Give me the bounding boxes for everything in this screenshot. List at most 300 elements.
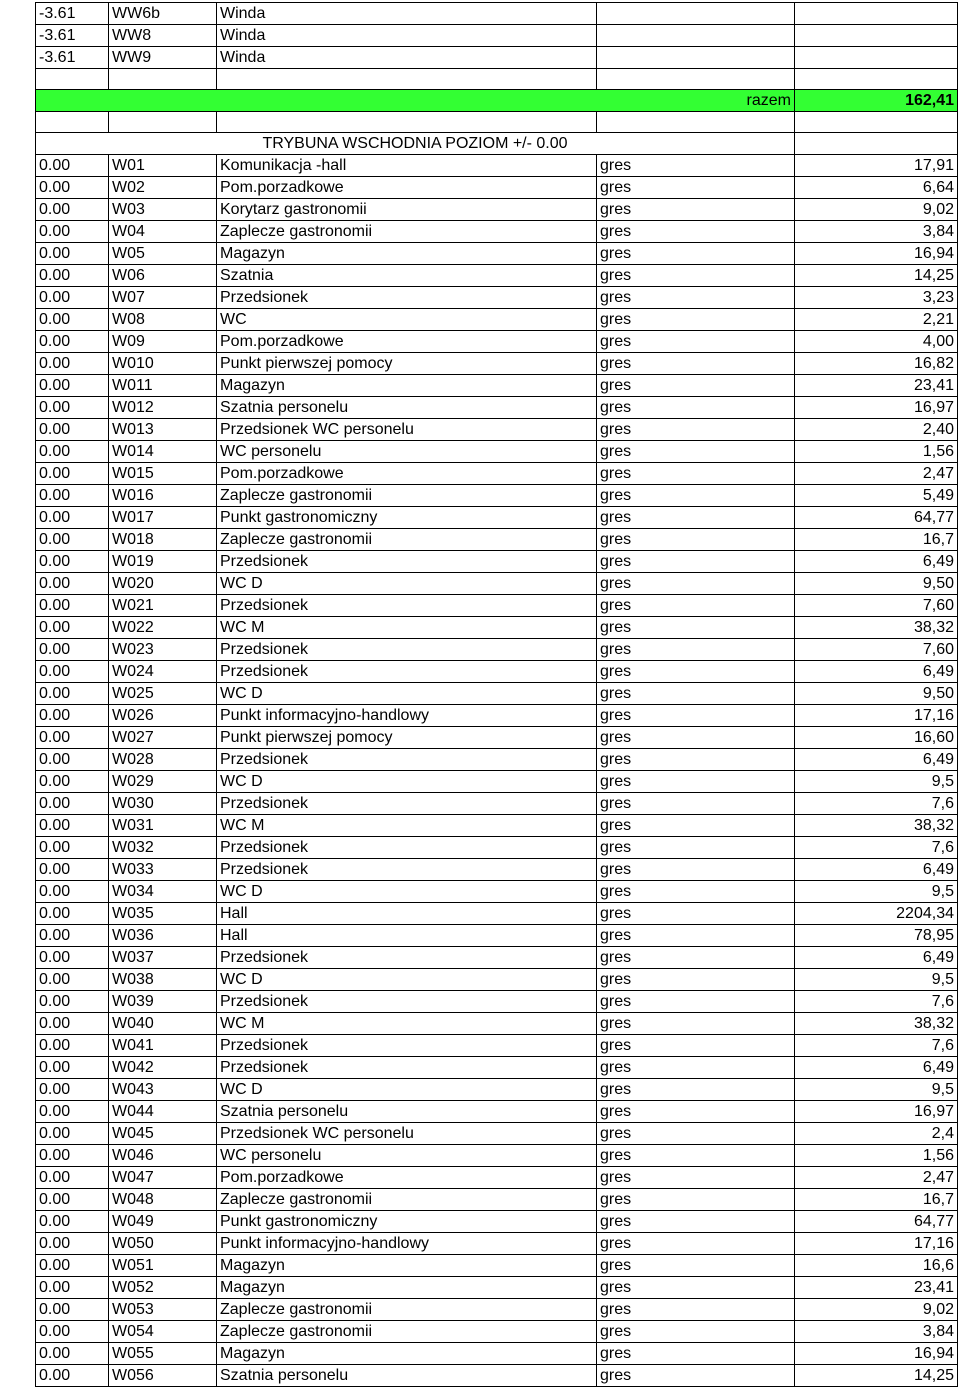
material-cell: gres: [597, 639, 795, 661]
room-name-cell: Przedsionek: [217, 991, 597, 1013]
code-cell: W017: [109, 507, 217, 529]
empty-cell: [795, 69, 958, 90]
area-cell: 16,6: [795, 1255, 958, 1277]
level-cell: 0.00: [36, 221, 109, 243]
area-cell: 2204,34: [795, 903, 958, 925]
table-row: [36, 25, 958, 47]
room-name-cell: Zaplecze gastronomii: [217, 221, 597, 243]
code-cell: W034: [109, 881, 217, 903]
area-cell: 16,94: [795, 243, 958, 265]
area-cell: 2,40: [795, 419, 958, 441]
level-cell: 0.00: [36, 1101, 109, 1123]
area-cell: 2,4: [795, 1123, 958, 1145]
room-name-cell: Przedsionek: [217, 947, 597, 969]
summary-value: 162,41: [795, 90, 958, 112]
room-name-cell: Zaplecze gastronomii: [217, 1299, 597, 1321]
level-cell: 0.00: [36, 859, 109, 881]
table-row: [36, 353, 958, 375]
room-name-cell: Szatnia personelu: [217, 1101, 597, 1123]
material-cell: gres: [597, 265, 795, 287]
level-cell: 0.00: [36, 573, 109, 595]
area-cell: [795, 47, 958, 69]
empty-cell: [795, 133, 958, 155]
level-cell: 0.00: [36, 881, 109, 903]
material-cell: gres: [597, 199, 795, 221]
material-cell: gres: [597, 1321, 795, 1343]
table-row: [36, 881, 958, 903]
table-row: [36, 1365, 958, 1387]
level-cell: 0.00: [36, 1211, 109, 1233]
level-cell: 0.00: [36, 419, 109, 441]
code-cell: W01: [109, 155, 217, 177]
table-row: [36, 1211, 958, 1233]
level-cell: 0.00: [36, 1123, 109, 1145]
code-cell: W03: [109, 199, 217, 221]
table-row: [36, 727, 958, 749]
area-cell: 1,56: [795, 441, 958, 463]
room-name-cell: WC D: [217, 771, 597, 793]
level-cell: 0.00: [36, 639, 109, 661]
material-cell: gres: [597, 419, 795, 441]
summary-row: [36, 90, 958, 112]
code-cell: W018: [109, 529, 217, 551]
level-cell: 0.00: [36, 903, 109, 925]
room-name-cell: Winda: [217, 3, 597, 25]
level-cell: -3.61: [36, 3, 109, 25]
area-cell: 14,25: [795, 1365, 958, 1387]
area-cell: 9,5: [795, 771, 958, 793]
code-cell: W033: [109, 859, 217, 881]
table-row: [36, 595, 958, 617]
room-name-cell: Pom.porzadkowe: [217, 331, 597, 353]
room-name-cell: Korytarz gastronomii: [217, 199, 597, 221]
code-cell: W055: [109, 1343, 217, 1365]
level-cell: 0.00: [36, 1167, 109, 1189]
material-cell: gres: [597, 859, 795, 881]
code-cell: W06: [109, 265, 217, 287]
material-cell: gres: [597, 463, 795, 485]
table-row: [36, 1321, 958, 1343]
room-name-cell: Winda: [217, 47, 597, 69]
level-cell: 0.00: [36, 375, 109, 397]
table-row: [36, 859, 958, 881]
code-cell: W032: [109, 837, 217, 859]
material-cell: gres: [597, 155, 795, 177]
area-cell: 6,49: [795, 749, 958, 771]
room-name-cell: Zaplecze gastronomii: [217, 1189, 597, 1211]
table-row: [36, 903, 958, 925]
room-name-cell: Punkt pierwszej pomocy: [217, 727, 597, 749]
code-cell: W035: [109, 903, 217, 925]
room-name-cell: Przedsionek WC personelu: [217, 419, 597, 441]
area-cell: [795, 3, 958, 25]
area-cell: 7,6: [795, 793, 958, 815]
level-cell: 0.00: [36, 815, 109, 837]
room-name-cell: Punkt informacyjno-handlowy: [217, 705, 597, 727]
material-cell: gres: [597, 705, 795, 727]
summary-label: razem: [36, 90, 795, 112]
table-row: [36, 463, 958, 485]
room-name-cell: WC personelu: [217, 1145, 597, 1167]
level-cell: 0.00: [36, 1057, 109, 1079]
empty-cell: [217, 112, 597, 133]
room-name-cell: Przedsionek: [217, 661, 597, 683]
empty-row: [36, 112, 958, 133]
table-row: [36, 1079, 958, 1101]
area-cell: 38,32: [795, 815, 958, 837]
level-cell: 0.00: [36, 265, 109, 287]
material-cell: gres: [597, 1365, 795, 1387]
room-name-cell: Zaplecze gastronomii: [217, 1321, 597, 1343]
material-cell: gres: [597, 1299, 795, 1321]
room-name-cell: Hall: [217, 925, 597, 947]
level-cell: -3.61: [36, 47, 109, 69]
table-row: [36, 199, 958, 221]
table-row: [36, 793, 958, 815]
room-name-cell: Przedsionek: [217, 793, 597, 815]
area-cell: 2,21: [795, 309, 958, 331]
room-name-cell: Przedsionek: [217, 639, 597, 661]
code-cell: W020: [109, 573, 217, 595]
level-cell: 0.00: [36, 353, 109, 375]
table-row: [36, 441, 958, 463]
area-cell: 9,02: [795, 199, 958, 221]
area-cell: 16,60: [795, 727, 958, 749]
room-name-cell: Przedsionek: [217, 595, 597, 617]
code-cell: W019: [109, 551, 217, 573]
area-cell: 16,97: [795, 397, 958, 419]
area-cell: 6,49: [795, 661, 958, 683]
room-name-cell: Magazyn: [217, 1255, 597, 1277]
area-cell: 38,32: [795, 1013, 958, 1035]
table-row: [36, 573, 958, 595]
code-cell: W09: [109, 331, 217, 353]
table-row: [36, 221, 958, 243]
material-cell: gres: [597, 507, 795, 529]
material-cell: gres: [597, 815, 795, 837]
level-cell: 0.00: [36, 1189, 109, 1211]
material-cell: gres: [597, 1167, 795, 1189]
area-cell: 3,84: [795, 221, 958, 243]
area-cell: 7,6: [795, 1035, 958, 1057]
area-cell: 9,5: [795, 1079, 958, 1101]
room-name-cell: Zaplecze gastronomii: [217, 529, 597, 551]
material-cell: gres: [597, 1255, 795, 1277]
area-cell: 78,95: [795, 925, 958, 947]
area-cell: 5,49: [795, 485, 958, 507]
empty-cell: [795, 112, 958, 133]
room-name-cell: Punkt gastronomiczny: [217, 507, 597, 529]
code-cell: W056: [109, 1365, 217, 1387]
area-cell: 16,97: [795, 1101, 958, 1123]
level-cell: 0.00: [36, 925, 109, 947]
empty-cell: [109, 112, 217, 133]
material-cell: gres: [597, 309, 795, 331]
material-cell: gres: [597, 1189, 795, 1211]
area-cell: 6,49: [795, 947, 958, 969]
room-name-cell: Pom.porzadkowe: [217, 463, 597, 485]
room-name-cell: Magazyn: [217, 1343, 597, 1365]
room-name-cell: WC M: [217, 1013, 597, 1035]
level-cell: 0.00: [36, 1079, 109, 1101]
level-cell: 0.00: [36, 991, 109, 1013]
room-name-cell: WC M: [217, 617, 597, 639]
room-name-cell: Przedsionek: [217, 287, 597, 309]
table-row: [36, 397, 958, 419]
code-cell: W04: [109, 221, 217, 243]
code-cell: WW6b: [109, 3, 217, 25]
room-name-cell: WC D: [217, 573, 597, 595]
level-cell: 0.00: [36, 969, 109, 991]
table-row: [36, 925, 958, 947]
material-cell: gres: [597, 441, 795, 463]
table-row: [36, 507, 958, 529]
area-cell: [795, 25, 958, 47]
room-name-cell: WC D: [217, 1079, 597, 1101]
level-cell: 0.00: [36, 749, 109, 771]
table-row: [36, 243, 958, 265]
level-cell: 0.00: [36, 463, 109, 485]
area-cell: 2,47: [795, 463, 958, 485]
room-name-cell: Punkt gastronomiczny: [217, 1211, 597, 1233]
material-cell: gres: [597, 177, 795, 199]
code-cell: W014: [109, 441, 217, 463]
level-cell: 0.00: [36, 661, 109, 683]
table-row: [36, 837, 958, 859]
table-row: [36, 1123, 958, 1145]
area-cell: 16,7: [795, 529, 958, 551]
room-name-cell: Przedsionek: [217, 551, 597, 573]
code-cell: W044: [109, 1101, 217, 1123]
area-cell: 7,6: [795, 991, 958, 1013]
room-name-cell: Przedsionek: [217, 1057, 597, 1079]
code-cell: W031: [109, 815, 217, 837]
material-cell: gres: [597, 1035, 795, 1057]
material-cell: gres: [597, 771, 795, 793]
room-name-cell: WC personelu: [217, 441, 597, 463]
code-cell: W045: [109, 1123, 217, 1145]
room-name-cell: Punkt pierwszej pomocy: [217, 353, 597, 375]
code-cell: WW9: [109, 47, 217, 69]
code-cell: W054: [109, 1321, 217, 1343]
code-cell: W02: [109, 177, 217, 199]
level-cell: 0.00: [36, 947, 109, 969]
material-cell: gres: [597, 793, 795, 815]
section-title: TRYBUNA WSCHODNIA POZIOM +/- 0.00: [36, 133, 795, 155]
empty-row: [36, 69, 958, 90]
table-row: [36, 1277, 958, 1299]
level-cell: 0.00: [36, 331, 109, 353]
area-cell: 3,23: [795, 287, 958, 309]
code-cell: W043: [109, 1079, 217, 1101]
table-row: [36, 1145, 958, 1167]
level-cell: 0.00: [36, 441, 109, 463]
room-name-cell: Szatnia personelu: [217, 397, 597, 419]
code-cell: W053: [109, 1299, 217, 1321]
empty-cell: [597, 112, 795, 133]
material-cell: gres: [597, 1145, 795, 1167]
material-cell: [597, 25, 795, 47]
material-cell: gres: [597, 683, 795, 705]
material-cell: gres: [597, 375, 795, 397]
level-cell: 0.00: [36, 727, 109, 749]
code-cell: W023: [109, 639, 217, 661]
material-cell: gres: [597, 947, 795, 969]
level-cell: 0.00: [36, 177, 109, 199]
area-cell: 4,00: [795, 331, 958, 353]
table-row: [36, 155, 958, 177]
table-row: [36, 683, 958, 705]
room-name-cell: Szatnia personelu: [217, 1365, 597, 1387]
table-row: [36, 661, 958, 683]
code-cell: W037: [109, 947, 217, 969]
code-cell: W036: [109, 925, 217, 947]
table-row: [36, 1035, 958, 1057]
material-cell: gres: [597, 881, 795, 903]
room-name-cell: WC D: [217, 683, 597, 705]
area-cell: 64,77: [795, 1211, 958, 1233]
material-cell: gres: [597, 837, 795, 859]
table-row: [36, 1233, 958, 1255]
material-cell: gres: [597, 1079, 795, 1101]
code-cell: W052: [109, 1277, 217, 1299]
area-cell: 9,50: [795, 683, 958, 705]
room-name-cell: Pom.porzadkowe: [217, 1167, 597, 1189]
level-cell: 0.00: [36, 1233, 109, 1255]
area-cell: 6,49: [795, 551, 958, 573]
table-row: [36, 1057, 958, 1079]
code-cell: W048: [109, 1189, 217, 1211]
room-name-cell: Punkt informacyjno-handlowy: [217, 1233, 597, 1255]
area-cell: 16,82: [795, 353, 958, 375]
material-cell: gres: [597, 551, 795, 573]
section-title-row: [36, 133, 958, 155]
room-name-cell: Winda: [217, 25, 597, 47]
code-cell: W050: [109, 1233, 217, 1255]
room-name-cell: Przedsionek: [217, 1035, 597, 1057]
code-cell: W010: [109, 353, 217, 375]
area-cell: 9,02: [795, 1299, 958, 1321]
level-cell: 0.00: [36, 243, 109, 265]
code-cell: WW8: [109, 25, 217, 47]
area-cell: 17,91: [795, 155, 958, 177]
material-cell: gres: [597, 727, 795, 749]
code-cell: W030: [109, 793, 217, 815]
area-cell: 2,47: [795, 1167, 958, 1189]
material-cell: gres: [597, 1277, 795, 1299]
table-row: [36, 1189, 958, 1211]
material-cell: gres: [597, 991, 795, 1013]
material-cell: gres: [597, 749, 795, 771]
code-cell: W046: [109, 1145, 217, 1167]
level-cell: 0.00: [36, 1343, 109, 1365]
table-row: [36, 705, 958, 727]
material-cell: gres: [597, 221, 795, 243]
room-name-cell: Pom.porzadkowe: [217, 177, 597, 199]
room-name-cell: WC D: [217, 969, 597, 991]
material-cell: gres: [597, 1211, 795, 1233]
room-name-cell: Komunikacja -hall: [217, 155, 597, 177]
table-row: [36, 309, 958, 331]
area-cell: 23,41: [795, 375, 958, 397]
code-cell: W028: [109, 749, 217, 771]
area-cell: 9,5: [795, 969, 958, 991]
material-cell: gres: [597, 1343, 795, 1365]
code-cell: W016: [109, 485, 217, 507]
table-row: [36, 947, 958, 969]
area-cell: 16,94: [795, 1343, 958, 1365]
level-cell: 0.00: [36, 837, 109, 859]
material-cell: gres: [597, 1013, 795, 1035]
material-cell: gres: [597, 485, 795, 507]
material-cell: gres: [597, 617, 795, 639]
level-cell: 0.00: [36, 1365, 109, 1387]
table-row: [36, 177, 958, 199]
area-cell: 9,50: [795, 573, 958, 595]
code-cell: W012: [109, 397, 217, 419]
material-cell: gres: [597, 353, 795, 375]
table-row: [36, 485, 958, 507]
table-row: [36, 3, 958, 25]
table-row: [36, 969, 958, 991]
material-cell: gres: [597, 397, 795, 419]
table-row: [36, 419, 958, 441]
code-cell: W021: [109, 595, 217, 617]
level-cell: 0.00: [36, 1299, 109, 1321]
level-cell: 0.00: [36, 1255, 109, 1277]
code-cell: W08: [109, 309, 217, 331]
level-cell: 0.00: [36, 155, 109, 177]
room-name-cell: Magazyn: [217, 243, 597, 265]
area-cell: 17,16: [795, 1233, 958, 1255]
material-cell: gres: [597, 331, 795, 353]
level-cell: 0.00: [36, 617, 109, 639]
area-cell: 7,60: [795, 639, 958, 661]
level-cell: 0.00: [36, 705, 109, 727]
table-row: [36, 749, 958, 771]
level-cell: 0.00: [36, 397, 109, 419]
area-cell: 1,56: [795, 1145, 958, 1167]
area-cell: 7,60: [795, 595, 958, 617]
empty-cell: [109, 69, 217, 90]
level-cell: 0.00: [36, 551, 109, 573]
table-row: [36, 529, 958, 551]
material-cell: gres: [597, 925, 795, 947]
level-cell: 0.00: [36, 771, 109, 793]
room-name-cell: Szatnia: [217, 265, 597, 287]
area-cell: 3,84: [795, 1321, 958, 1343]
room-name-cell: Magazyn: [217, 1277, 597, 1299]
area-cell: 38,32: [795, 617, 958, 639]
level-cell: 0.00: [36, 199, 109, 221]
material-cell: gres: [597, 1233, 795, 1255]
code-cell: W049: [109, 1211, 217, 1233]
code-cell: W026: [109, 705, 217, 727]
code-cell: W039: [109, 991, 217, 1013]
level-cell: 0.00: [36, 287, 109, 309]
room-name-cell: WC M: [217, 815, 597, 837]
level-cell: 0.00: [36, 683, 109, 705]
code-cell: W042: [109, 1057, 217, 1079]
material-cell: gres: [597, 1101, 795, 1123]
material-cell: gres: [597, 243, 795, 265]
level-cell: 0.00: [36, 1035, 109, 1057]
level-cell: 0.00: [36, 309, 109, 331]
code-cell: W024: [109, 661, 217, 683]
area-cell: 9,5: [795, 881, 958, 903]
code-cell: W015: [109, 463, 217, 485]
empty-cell: [597, 69, 795, 90]
